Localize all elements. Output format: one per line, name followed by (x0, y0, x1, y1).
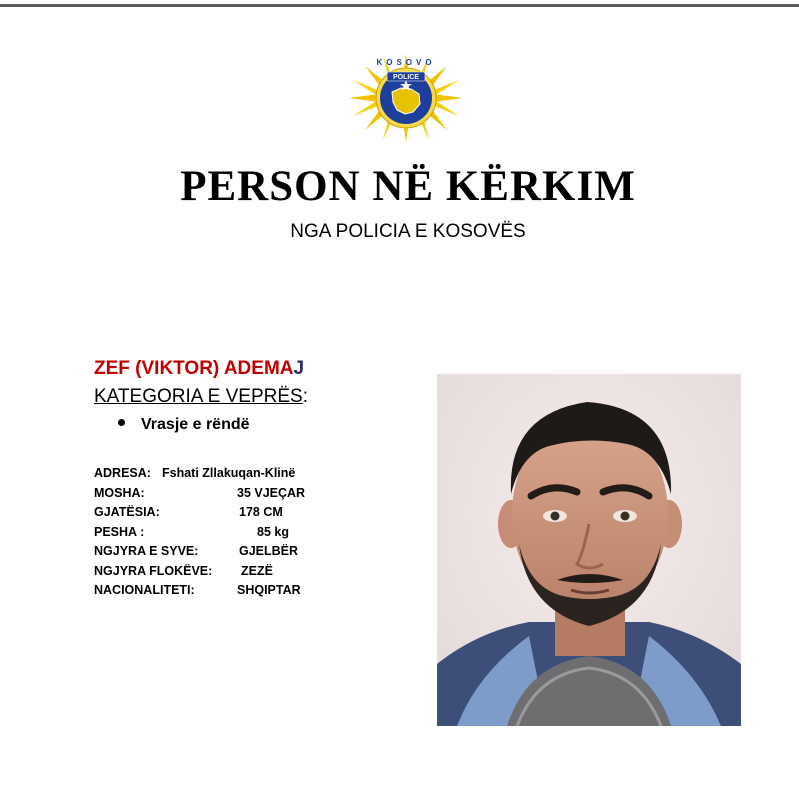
detail-value: SHQIPTAR (237, 583, 301, 597)
kosovo-police-logo (347, 52, 465, 144)
bullet-icon (118, 419, 125, 426)
category-label: KATEGORIA E VEPRËS (94, 386, 303, 407)
logo-ring-text: KOSOVO (376, 58, 436, 67)
detail-label: NGJYRA FLOKËVE: (94, 563, 213, 578)
page-title: PERSON NË KËRKIM (180, 163, 636, 210)
detail-label: ADRESA: (94, 466, 151, 480)
logo-badge-text: POLICE (392, 74, 420, 82)
top-rule (0, 4, 799, 7)
person-photo (437, 374, 741, 726)
page-subtitle: NGA POLICIA E KOSOVËS (290, 221, 526, 242)
detail-label: MOSHA: (94, 485, 145, 500)
detail-value: 35 VJEÇAR (237, 485, 306, 500)
category-heading (94, 386, 308, 408)
detail-label: GJATËSIA: (94, 505, 160, 519)
detail-value: Fshati Zllakuqan-Klinë (162, 466, 296, 480)
crime-item (118, 416, 250, 434)
detail-value: GJELBËR (239, 544, 299, 558)
detail-label: NACIONALITETI: (94, 583, 195, 597)
detail-value: 178 CM (239, 505, 283, 519)
person-name-main: ZEF (VIKTOR) ADEMA (94, 358, 294, 379)
detail-value: ZEZË (241, 563, 273, 578)
category-colon: : (302, 386, 308, 407)
detail-label: PESHA : (94, 524, 145, 539)
crime-text: Vrasje e rëndë (141, 416, 250, 433)
person-name (94, 358, 304, 380)
person-name-last-char: J (293, 358, 305, 379)
detail-label: NGJYRA E SYVE: (94, 544, 199, 558)
detail-value: 85 kg (257, 524, 289, 539)
